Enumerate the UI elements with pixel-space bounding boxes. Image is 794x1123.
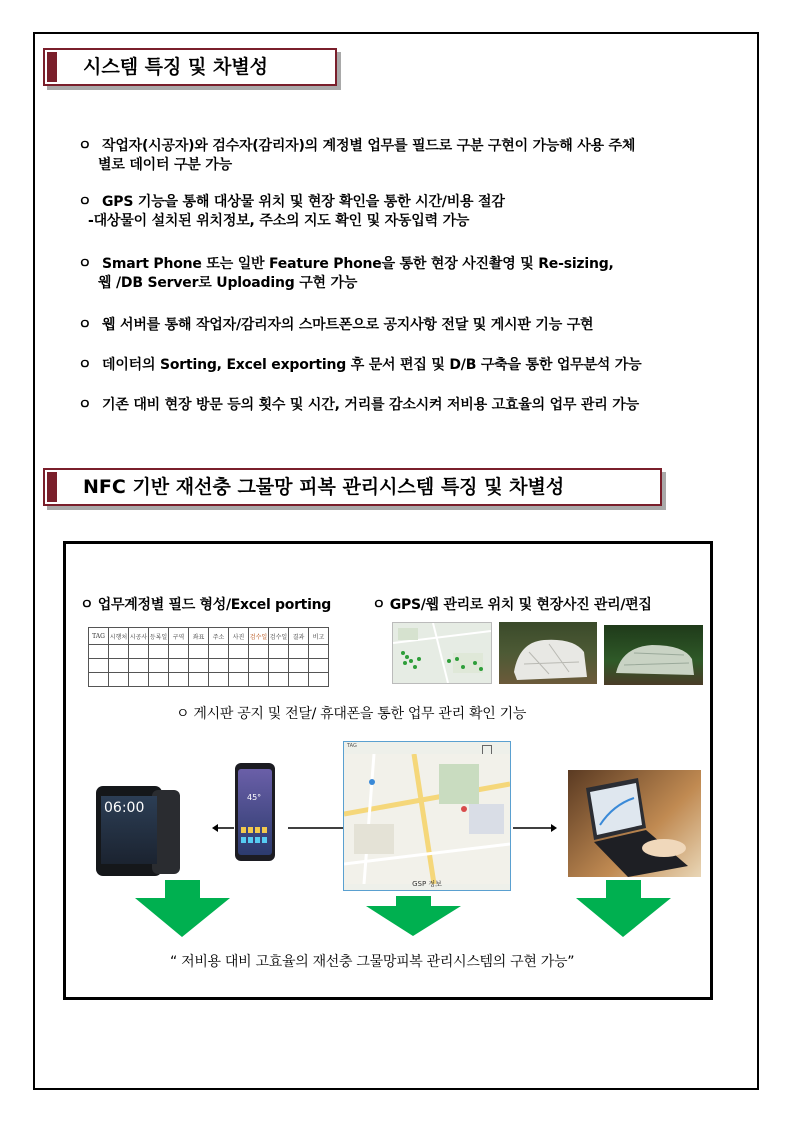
bullet-mark: ㅇ (78, 138, 92, 154)
connector-line (288, 824, 343, 832)
table-header-cell: 비고 (309, 628, 329, 645)
bullet-mark: ㅇ (78, 256, 92, 272)
table-header-cell: 좌표 (189, 628, 209, 645)
table-header-cell: 시행처 (109, 628, 129, 645)
section-title-system-features (43, 48, 337, 86)
subheading-gps-web: ㅇ GPS/웹 관리로 위치 및 현장사진 관리/편집 (372, 597, 652, 613)
table-row (89, 659, 329, 673)
table-header-cell: 주소 (209, 628, 229, 645)
table-row (89, 645, 329, 659)
bullet-text-cont: 웹 /DB Server로 Uploading 구현 가능 (98, 275, 358, 291)
bullet-text: 작업자(시공자)와 검수자(감리자)의 계정별 업무를 필드로 구분 구현이 가능해 사용 주체 (102, 138, 636, 154)
bullet-mark: ㅇ (78, 194, 92, 210)
phone-weather: 45° (247, 793, 262, 802)
map-caption: GSP 정보 (412, 880, 442, 888)
site-photo-net-cover (604, 625, 703, 685)
bullet-text: 웹 서버를 통해 작업자/감리자의 스마트폰으로 공지사항 전달 및 게시판 기능 구현 (102, 317, 594, 333)
table-header-cell: TAG (89, 628, 109, 645)
table-header-cell: 등록일 (149, 628, 169, 645)
feature-bullet-6 (78, 396, 748, 415)
down-arrow-icon (576, 880, 671, 937)
subheading-board-notice: ㅇ 게시판 공지 및 전달/ 휴대폰을 통한 업무 관리 확인 기능 (176, 706, 527, 722)
conclusion-text: “ 저비용 대비 고효율의 재선충 그물망피복 관리시스템의 구현 가능” (170, 954, 575, 970)
smartphone-homescreen-image (235, 763, 275, 861)
section-title-nfc-features (43, 468, 662, 506)
table-header-cell: 검수일 (269, 628, 289, 645)
title-accent-bar (47, 52, 57, 82)
bullet-mark: ㅇ (78, 317, 92, 333)
feature-bullet-3 (78, 255, 748, 293)
section-title-text: 시스템 특징 및 차별성 (83, 56, 269, 78)
laptop-user-photo (568, 770, 701, 877)
table-header-cell: 사진 (229, 628, 249, 645)
feature-bullet-2 (78, 193, 748, 231)
bullet-text: 데이터의 Sorting, Excel exporting 후 문서 편집 및 D/B 구축을 통한 업무분석 가능 (102, 357, 642, 373)
down-arrow-icon (366, 896, 461, 936)
table-row (89, 673, 329, 687)
phone-clock: 06:00 (104, 800, 145, 816)
down-arrow-icon (135, 880, 230, 937)
field-table (88, 627, 329, 687)
smartphone-image (96, 786, 182, 876)
bullet-text: 기존 대비 현장 방문 등의 횟수 및 시간, 거리를 감소시켜 저비용 고효율의 업무 관리 가능 (102, 397, 639, 413)
arrow-left-icon (212, 824, 234, 832)
section-title-text: NFC 기반 재선충 그물망 피복 관리시스템 특징 및 차별성 (83, 476, 565, 498)
table-header-cell: 구역 (169, 628, 189, 645)
bullet-text-cont: 별로 데이터 구분 가능 (98, 157, 232, 173)
gps-map-thumbnail (392, 622, 492, 684)
title-accent-bar (47, 472, 57, 502)
bullet-text-cont: -대상물이 설치된 위치정보, 주소의 지도 확인 및 자동입력 가능 (88, 213, 470, 229)
bullet-text: GPS 기능을 통해 대상물 위치 및 현장 확인을 통한 시간/비용 절감 (102, 194, 505, 210)
feature-bullet-4 (78, 316, 748, 335)
table-header-cell: 검수일 (249, 628, 269, 645)
arrow-right-icon (513, 824, 557, 832)
bullet-mark: ㅇ (78, 397, 92, 413)
table-header-cell: 결과 (289, 628, 309, 645)
bullet-text: Smart Phone 또는 일반 Feature Phone을 통한 현장 사진촬영 및 Re-sizing, (102, 256, 614, 272)
map-corner-label: TAG (347, 743, 357, 749)
bullet-mark: ㅇ (78, 357, 92, 373)
feature-bullet-1 (78, 137, 748, 175)
table-header-cell: 시공사 (129, 628, 149, 645)
table-header-row (89, 628, 329, 645)
subheading-account-fields: ㅇ 업무계정별 필드 형성/Excel porting (80, 597, 331, 613)
site-photo-covered-pile (499, 622, 597, 684)
feature-bullet-5 (78, 356, 748, 375)
gps-map-screenshot (343, 741, 511, 891)
